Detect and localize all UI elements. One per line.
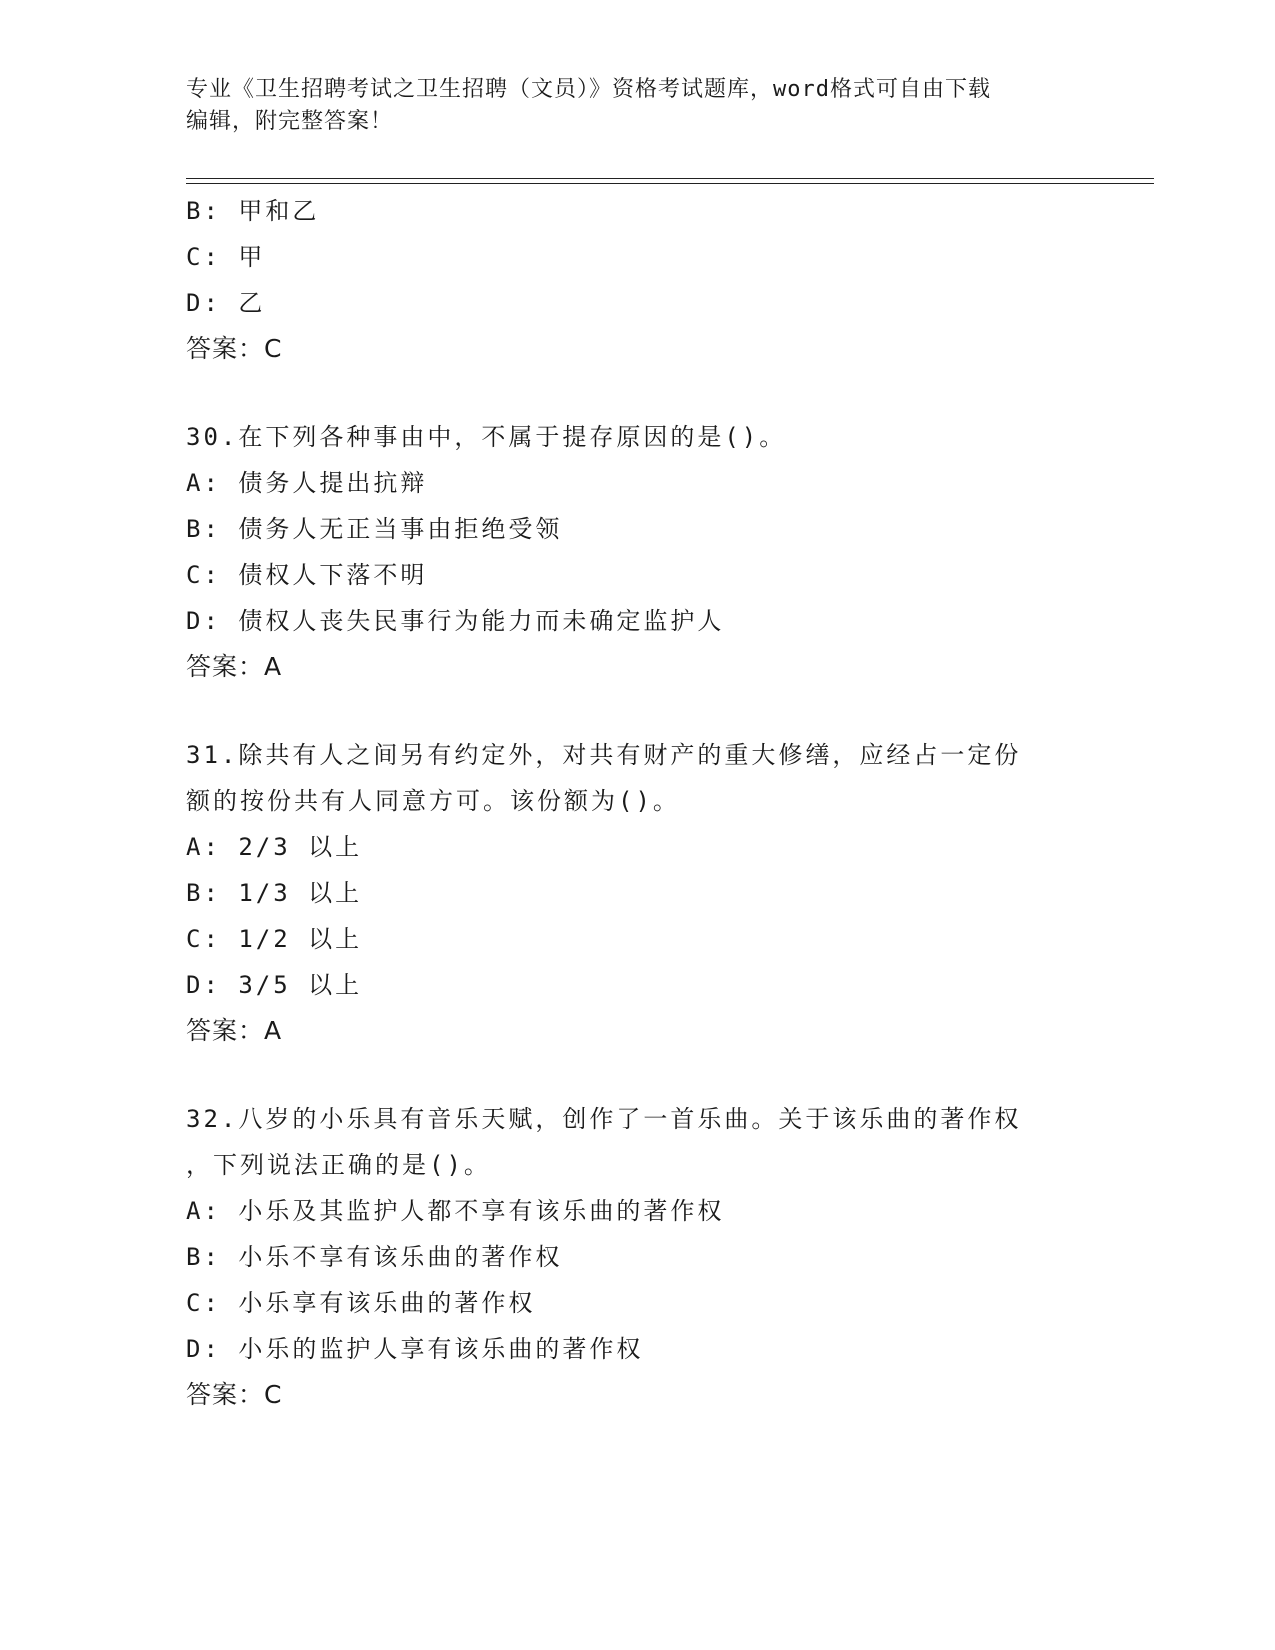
question-32 — [186, 1096, 1086, 1418]
header-rule-top — [186, 178, 1154, 179]
header-rule-bottom — [186, 183, 1154, 184]
option-b: B: 小乐不享有该乐曲的著作权 — [186, 1243, 563, 1271]
answer-label: 答案：A — [186, 652, 283, 681]
option-d: D: 小乐的监护人享有该乐曲的著作权 — [186, 1335, 644, 1363]
option-a: A: 2/3 以上 — [186, 833, 363, 861]
question-list — [186, 188, 1086, 1418]
question-title-line-2: 额的按份共有人同意方可。该份额为()。 — [186, 787, 680, 815]
question-31 — [186, 732, 1086, 1054]
option-c: C: 小乐享有该乐曲的著作权 — [186, 1289, 536, 1317]
question-title: 30.在下列各种事由中，不属于提存原因的是()。 — [186, 423, 787, 451]
option-c: C: 债权人下落不明 — [186, 561, 428, 589]
answer-label: 答案：C — [186, 1380, 283, 1409]
option-d: D: 乙 — [186, 289, 266, 317]
question-title-line-1: 32.八岁的小乐具有音乐天赋，创作了一首乐曲。关于该乐曲的著作权 — [186, 1105, 1022, 1133]
question-29-continued — [186, 188, 1086, 372]
option-c: C: 1/2 以上 — [186, 925, 363, 953]
document-header — [186, 74, 1086, 138]
header-line-2: 编辑，附完整答案！ — [186, 109, 394, 134]
option-b: B: 甲和乙 — [186, 197, 320, 225]
option-d: D: 债权人丧失民事行为能力而未确定监护人 — [186, 607, 725, 635]
option-b: B: 1/3 以上 — [186, 879, 363, 907]
option-b: B: 债务人无正当事由拒绝受领 — [186, 515, 563, 543]
question-30 — [186, 414, 1086, 690]
header-line-1: 专业《卫生招聘考试之卫生招聘（文员）》资格考试题库，word格式可自由下载 — [186, 77, 991, 102]
option-a: A: 小乐及其监护人都不享有该乐曲的著作权 — [186, 1197, 725, 1225]
answer-label: 答案：A — [186, 1016, 283, 1045]
option-c: C: 甲 — [186, 243, 266, 271]
option-d: D: 3/5 以上 — [186, 971, 363, 999]
option-a: A: 债务人提出抗辩 — [186, 469, 428, 497]
question-title-line-2: ，下列说法正确的是()。 — [186, 1151, 491, 1179]
question-title-line-1: 31.除共有人之间另有约定外，对共有财产的重大修缮，应经占一定份 — [186, 741, 1022, 769]
answer-label: 答案：C — [186, 334, 283, 363]
